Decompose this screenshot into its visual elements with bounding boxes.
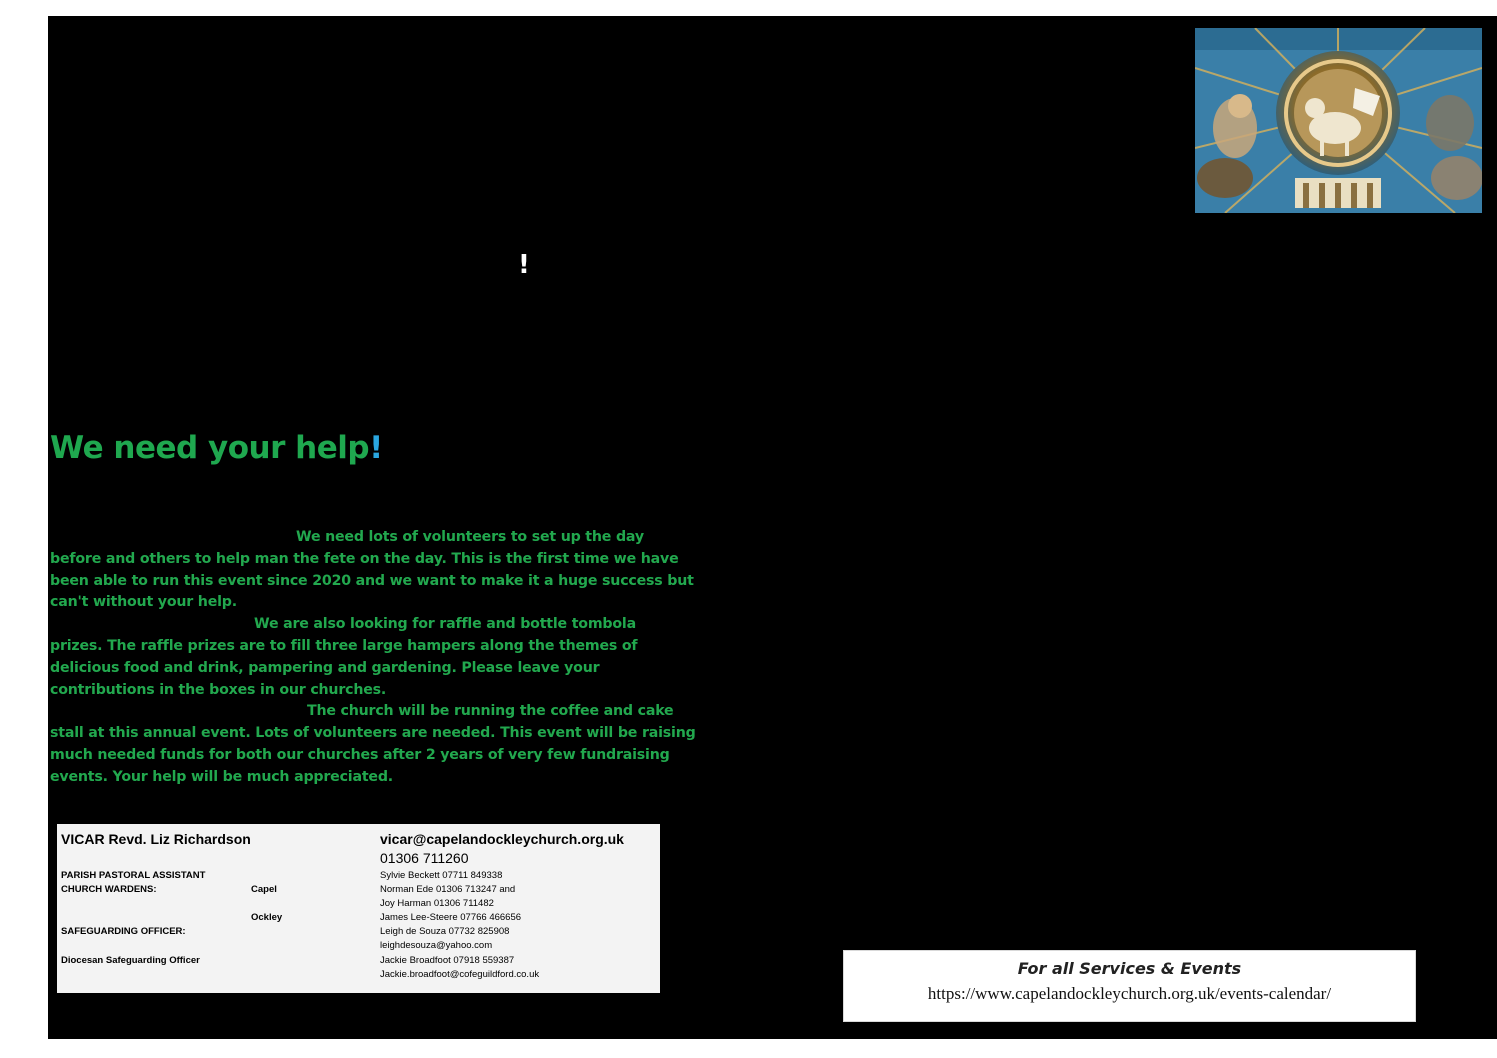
headline-exclamation: !: [369, 430, 383, 466]
events-calendar-box: [843, 950, 1416, 1022]
capel-label: Capel: [251, 884, 277, 895]
body-line: delicious food and drink, pampering and gardening. Please leave your: [50, 659, 600, 676]
newsletter-page: [48, 16, 1497, 1039]
capel-warden-1: Norman Ede 01306 713247 and: [380, 884, 516, 895]
body-line: before and others to help man the fete on the day. This is the first time we have: [50, 550, 679, 567]
ockley-label: Ockley: [251, 912, 283, 923]
ppa-value: Sylvie Beckett 07711 849338: [380, 870, 503, 881]
vicar-label: VICAR Revd. Liz Richardson: [61, 831, 251, 847]
body-line: We are also looking for raffle and bottle tombola: [254, 616, 636, 633]
body-line: prizes. The raffle prizes are to fill three large hampers along the themes of: [50, 637, 638, 654]
headline-text: We need your help: [50, 430, 370, 466]
lamb-mosaic-image: [1195, 28, 1482, 213]
body-line: events. Your help will be much appreciated.: [50, 768, 393, 785]
wardens-label: CHURCH WARDENS:: [61, 884, 157, 895]
capel-warden-2: Joy Harman 01306 711482: [380, 898, 494, 909]
calendar-url[interactable]: https://www.capelandockleychurch.org.uk/events-calendar/: [927, 984, 1332, 1003]
body-line: stall at this annual event. Lots of volunteers are needed. This event will be raising: [50, 725, 696, 742]
calendar-heading: For all Services & Events: [1017, 959, 1242, 978]
decorative-exclamation: !: [518, 250, 530, 280]
safeguarding-email[interactable]: leighdesouza@yahoo.com: [380, 940, 493, 951]
body-line: The church will be running the coffee and cake: [307, 703, 674, 720]
body-line: We need lots of volunteers to set up the day: [296, 529, 644, 545]
body-line: can't without your help.: [50, 594, 237, 611]
contact-box: [57, 824, 660, 993]
appeal-text: [50, 527, 696, 789]
vicar-phone: 01306 711260: [380, 850, 469, 866]
body-line: been able to run this event since 2020 and we want to make it a huge success but: [50, 572, 694, 589]
diocesan-phone: Jackie Broadfoot 07918 559387: [380, 955, 515, 966]
safeguarding-phone: Leigh de Souza 07732 825908: [380, 926, 510, 937]
body-line: much needed funds for both our churches after 2 years of very few fundraising: [50, 746, 670, 763]
diocesan-label: Diocesan Safeguarding Officer: [61, 955, 200, 966]
headline: [50, 430, 383, 466]
ockley-warden: James Lee-Steere 07766 466656: [380, 912, 522, 923]
ppa-label: PARISH PASTORAL ASSISTANT: [61, 870, 206, 881]
diocesan-email[interactable]: Jackie.broadfoot@cofeguildford.co.uk: [380, 969, 540, 980]
safeguarding-label: SAFEGUARDING OFFICER:: [61, 926, 186, 937]
body-line: contributions in the boxes in our churches.: [50, 681, 387, 698]
vicar-email[interactable]: vicar@capelandockleychurch.org.uk: [380, 831, 624, 847]
